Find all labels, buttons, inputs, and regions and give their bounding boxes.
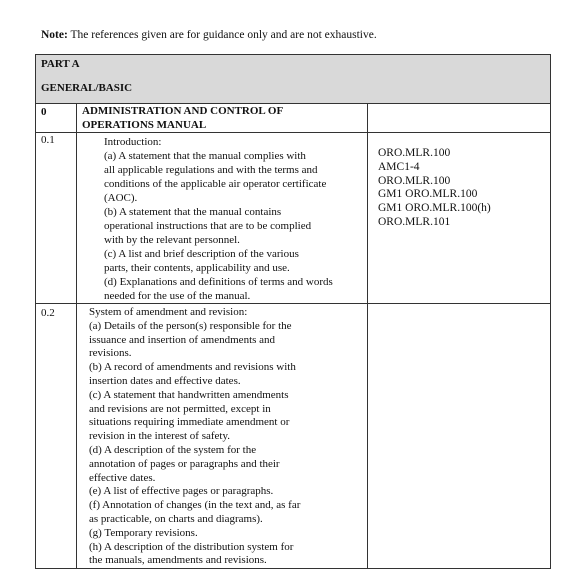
row-line: (b) A record of amendments and revisions with: [89, 361, 296, 374]
guidance-note: [41, 29, 377, 41]
row-line: (AOC).: [104, 192, 138, 204]
row-line: (a) Details of the person(s) responsible for the: [89, 319, 292, 332]
row-line: needed for the use of the manual.: [104, 290, 251, 302]
row-line: revisions.: [89, 347, 132, 360]
section-header-row: [36, 104, 551, 133]
table-row: [36, 304, 551, 569]
row-number: 0.2: [36, 304, 77, 569]
part-header-row: [36, 55, 551, 104]
row-description: [77, 133, 368, 304]
reference-item: ORO.MLR.101: [378, 215, 451, 228]
row-line: (c) A list and brief description of the various: [104, 248, 299, 260]
row-line: revision in the interest of safety.: [89, 430, 231, 443]
row-line: (d) Explanations and definitions of terms and words: [104, 276, 333, 288]
row-line: all applicable regulations and with the terms and: [104, 164, 318, 176]
row-line: parts, their contents, applicability and use.: [104, 262, 290, 274]
row-line: (f) Annotation of changes (in the text and, as far: [89, 499, 301, 512]
part-title: PART A: [41, 58, 80, 70]
row-description: [77, 304, 368, 569]
section-title: [77, 104, 368, 133]
row-line: with by the relevant personnel.: [104, 234, 240, 246]
row-line: (h) A description of the distribution system for: [89, 540, 294, 553]
section-ref-cell: [368, 104, 551, 133]
row-line: and revisions are not permitted, except in: [89, 402, 271, 415]
row-line: Introduction:: [104, 136, 162, 148]
part-header-cell: [36, 55, 551, 104]
row-line: System of amendment and revision:: [89, 306, 248, 318]
row-references: [368, 133, 551, 304]
reference-item: GM1 ORO.MLR.100: [378, 188, 478, 201]
row-line: annotation of pages or paragraphs and their: [89, 457, 280, 470]
row-line: (c) A statement that handwritten amendments: [89, 388, 289, 401]
reference-item: AMC1-4: [378, 160, 420, 173]
row-line: insertion dates and effective dates.: [89, 374, 241, 387]
section-title-line1: ADMINISTRATION AND CONTROL OF: [82, 105, 284, 117]
part-subtitle: GENERAL/BASIC: [41, 82, 133, 94]
reference-item: ORO.MLR.100: [378, 147, 451, 159]
table-row: [36, 133, 551, 304]
note-text: The references given are for guidance only and are not exhaustive.: [67, 29, 377, 41]
row-line: the manuals, amendments and revisions.: [89, 554, 267, 567]
row-line: (b) A statement that the manual contains: [104, 206, 282, 218]
section-number: 0: [36, 104, 77, 133]
row-line: effective dates.: [89, 471, 156, 484]
row-line: operational instructions that are to be complied: [104, 220, 312, 232]
row-references: [368, 304, 551, 569]
row-line: (d) A description of the system for the: [89, 443, 257, 456]
row-line: issuance and insertion of amendments and: [89, 333, 276, 346]
row-line: (e) A list of effective pages or paragraphs.: [89, 485, 274, 498]
reference-item: ORO.MLR.100: [378, 174, 451, 187]
row-line: conditions of the applicable air operator certificate: [104, 178, 327, 190]
row-number: 0.1: [36, 133, 77, 304]
row-line: as practicable, on charts and diagrams).: [89, 512, 263, 525]
row-line: situations requiring immediate amendment or: [89, 416, 290, 429]
row-line: (g) Temporary revisions.: [89, 526, 198, 539]
section-title-line2: OPERATIONS MANUAL: [82, 119, 207, 131]
reference-item: GM1 ORO.MLR.100(h): [378, 202, 491, 215]
note-label: Note:: [41, 29, 68, 41]
row-line: (a) A statement that the manual complies with: [104, 150, 306, 162]
requirements-table: [35, 54, 551, 569]
